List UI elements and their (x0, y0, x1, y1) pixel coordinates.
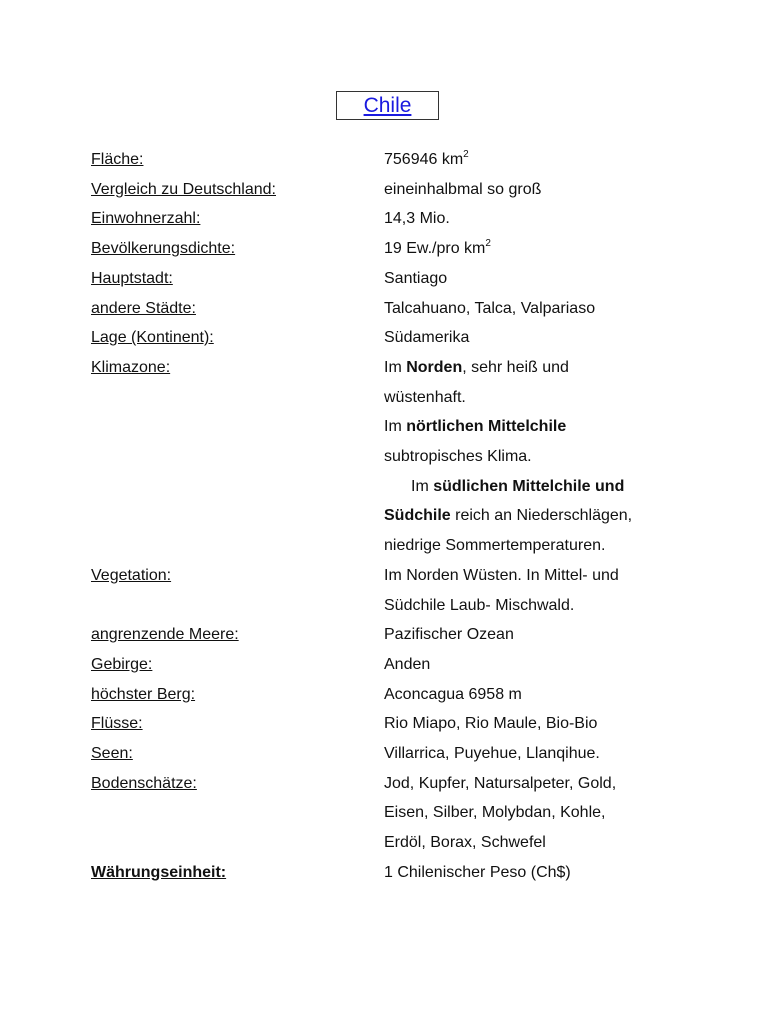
fact-row (91, 145, 731, 175)
fact-row (91, 204, 731, 234)
value-text: Im (411, 477, 434, 495)
fact-row (91, 680, 731, 710)
fact-value (384, 769, 731, 858)
fact-label: Bodenschätze: (91, 774, 197, 792)
fact-label: Seen: (91, 745, 133, 763)
fact-row (91, 739, 731, 769)
fact-label: Lage (Kontinent): (91, 329, 214, 347)
fact-row (91, 858, 731, 888)
value-line (384, 798, 731, 828)
value-text: niedrige Sommertemperaturen. (384, 537, 606, 555)
fact-row (91, 561, 731, 620)
fact-label: höchster Berg: (91, 685, 196, 703)
fact-table (91, 145, 731, 888)
value-line (384, 383, 731, 413)
value-line (384, 442, 731, 472)
value-text: Rio Miapo, Rio Maule, Bio-Bio (384, 715, 598, 733)
value-text: 19 Ew./pro km (384, 240, 486, 258)
value-text: Santiago (384, 269, 448, 287)
fact-label: Hauptstadt: (91, 269, 173, 287)
value-text: subtropisches Klima. (384, 448, 532, 466)
fact-value (384, 145, 731, 175)
value-text: 14,3 Mio. (384, 210, 450, 228)
value-text: 1 Chilenischer Peso (Ch$) (384, 863, 571, 881)
value-text: Südamerika (384, 329, 470, 347)
bold-text: Norden (406, 358, 463, 376)
value-line (384, 501, 731, 531)
fact-value (384, 561, 731, 620)
fact-value (384, 650, 731, 680)
value-line (384, 828, 731, 858)
fact-value (384, 709, 731, 739)
bold-text: Südchile (384, 507, 451, 525)
value-line (384, 561, 731, 591)
fact-row (91, 650, 731, 680)
fact-row (91, 323, 731, 353)
value-text: Erdöl, Borax, Schwefel (384, 834, 546, 852)
value-text: eineinhalbmal so groß (384, 180, 542, 198)
fact-row (91, 175, 731, 205)
bold-text: südlichen Mittelchile und (433, 477, 625, 495)
fact-label: angrenzende Meere: (91, 626, 239, 644)
fact-value (384, 323, 731, 353)
fact-row (91, 769, 731, 858)
value-line (384, 591, 731, 621)
fact-value (384, 264, 731, 294)
value-line (384, 472, 731, 502)
value-text: Im (384, 358, 407, 376)
fact-label: Klimazone: (91, 358, 171, 376)
value-text: Pazifischer Ozean (384, 626, 514, 644)
value-text: Villarrica, Puyehue, Llanqihue. (384, 745, 600, 763)
value-line (384, 412, 731, 442)
fact-value (384, 234, 731, 264)
value-text: reich an Niederschlägen, (450, 507, 633, 525)
title-box (336, 91, 439, 120)
fact-row (91, 294, 731, 324)
fact-label: Währungseinheit: (91, 863, 227, 881)
fact-row (91, 353, 731, 561)
fact-label: Vergleich zu Deutschland: (91, 180, 276, 198)
value-text: Südchile Laub- Mischwald. (384, 596, 575, 614)
fact-label: Bevölkerungsdichte: (91, 240, 236, 258)
value-text: Im Norden Wüsten. In Mittel- und (384, 566, 619, 584)
value-text: Im (384, 418, 407, 436)
fact-label: Gebirge: (91, 655, 153, 673)
bold-text: nörtlichen Mittelchile (406, 418, 567, 436)
value-line (384, 353, 731, 383)
fact-label: Flüsse: (91, 715, 143, 733)
value-text: Talcahuano, Talca, Valpariaso (384, 299, 596, 317)
value-line (384, 769, 731, 799)
superscript: 2 (485, 238, 491, 250)
fact-row (91, 620, 731, 650)
fact-value (384, 204, 731, 234)
page-title: Chile (363, 94, 412, 117)
value-text: Anden (384, 655, 431, 673)
value-text: Jod, Kupfer, Natursalpeter, Gold, (384, 774, 617, 792)
fact-value (384, 858, 731, 888)
fact-row (91, 264, 731, 294)
value-text: Aconcagua 6958 m (384, 685, 522, 703)
fact-label: Vegetation: (91, 566, 172, 584)
value-line (384, 531, 731, 561)
fact-value (384, 739, 731, 769)
value-text: 756946 km (384, 151, 464, 168)
value-text: wüstenhaft. (384, 388, 466, 406)
value-text: , sehr heiß und (462, 358, 569, 376)
fact-value (384, 680, 731, 710)
fact-label: andere Städte: (91, 299, 196, 317)
fact-value (384, 294, 731, 324)
fact-label: Fläche: (91, 151, 144, 168)
fact-label: Einwohnerzahl: (91, 210, 201, 228)
value-text: Eisen, Silber, Molybdan, Kohle, (384, 804, 606, 822)
fact-value (384, 353, 731, 561)
superscript: 2 (463, 149, 469, 160)
fact-row (91, 709, 731, 739)
fact-value (384, 620, 731, 650)
fact-value (384, 175, 731, 205)
fact-row (91, 234, 731, 264)
